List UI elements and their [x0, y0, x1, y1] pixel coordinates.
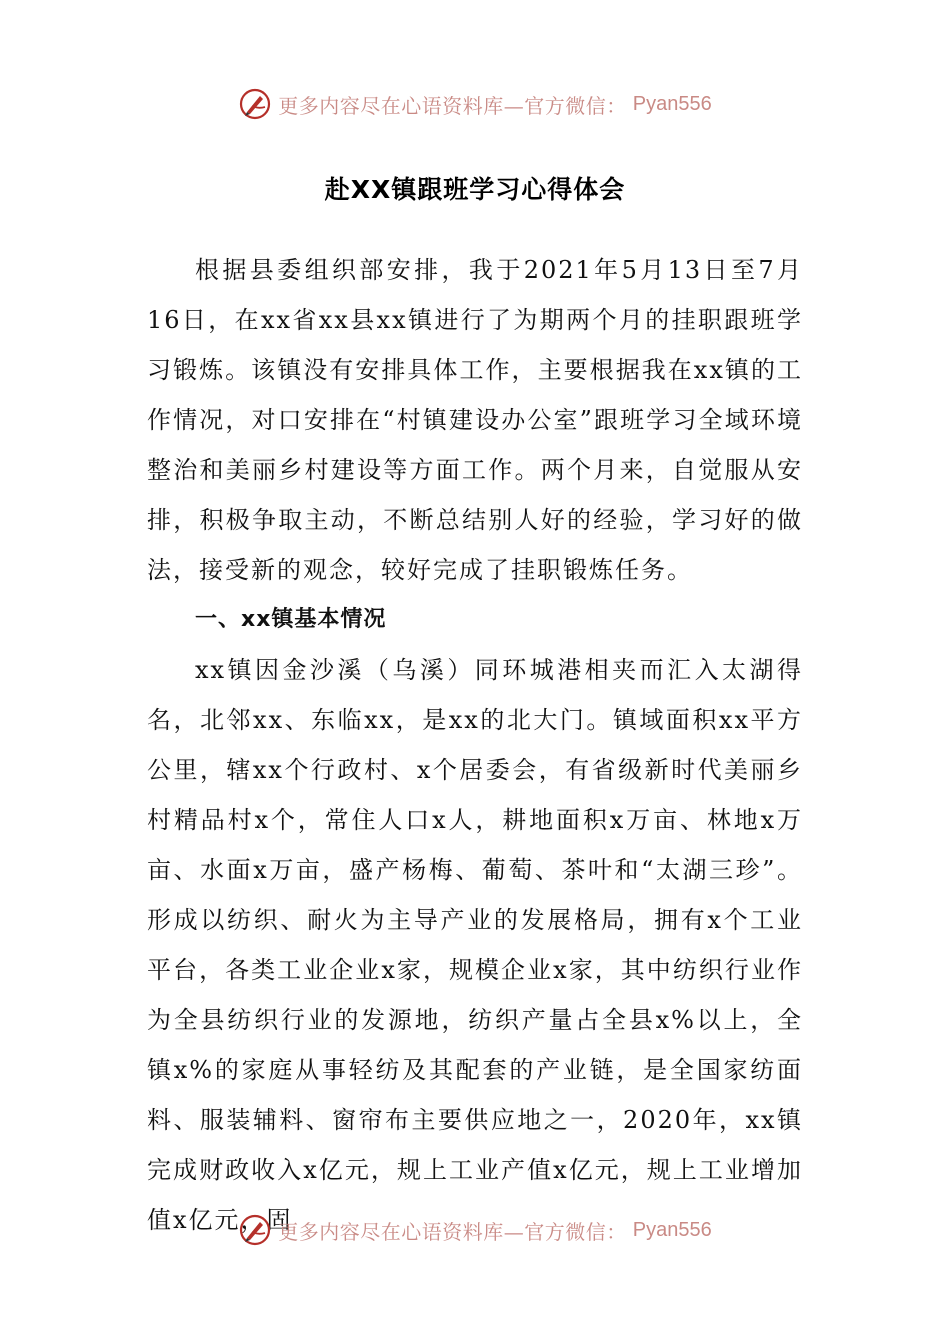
section-heading: 一、xx镇基本情况	[195, 607, 387, 632]
watermark-account: Pyan556	[632, 1218, 712, 1241]
intro-paragraph: 根据县委组织部安排，我于2021年5月13日至7月16日，在xx省xx县xx镇进行了为期两个月的挂职跟班学习锻炼。该镇没有安排具体工作，主要根据我在xx镇的工作情况，对口安排在“村镇建设办公室”跟班学习全域环境整治和美丽乡村建设等方面工作。两个月来，自觉服从安排，积极争取主动，不断总结别人好的经验，学习好的做法，接受新的观念，较好完成了挂职锻炼任务。	[147, 256, 803, 584]
watermark-text: 更多内容尽在心语资料库—官方微信：	[278, 1219, 627, 1244]
pen-logo-icon	[238, 87, 272, 121]
watermark-footer	[0, 1210, 950, 1250]
watermark-header	[0, 84, 950, 124]
document-body	[147, 245, 803, 1245]
section-paragraph: xx镇因金沙溪（乌溪）同环城港相夹而汇入太湖得名，北邻xx、东临xx，是xx的北大门。镇域面积xx平方公里，辖xx个行政村、x个居委会，有省级新时代美丽乡村精品村x个，常住人口x人，耕地面积x万亩、林地x万亩、水面x万亩，盛产杨梅、葡萄、茶叶和“太湖三珍”。形成以纺织、耐火为主导产业的发展格局，拥有x个工业平台，各类工业企业x家，规模企业x家，其中纺织行业作为全县纺织行业的发源地，纺织产量占全县x%以上，全镇x%的家庭从事轻纺及其配套的产业链，是全国家纺面料、服装辅料、窗帘布主要供应地之一，2020年，xx镇完成财政收入x亿元，规上工业产值x亿元，规上工业增加值x亿元，固	[147, 656, 803, 1234]
watermark-account: Pyan556	[632, 92, 712, 115]
watermark-text: 更多内容尽在心语资料库—官方微信：	[278, 93, 627, 118]
pen-logo-icon	[238, 1213, 272, 1247]
document-title: 赴XX镇跟班学习心得体会	[324, 175, 626, 204]
